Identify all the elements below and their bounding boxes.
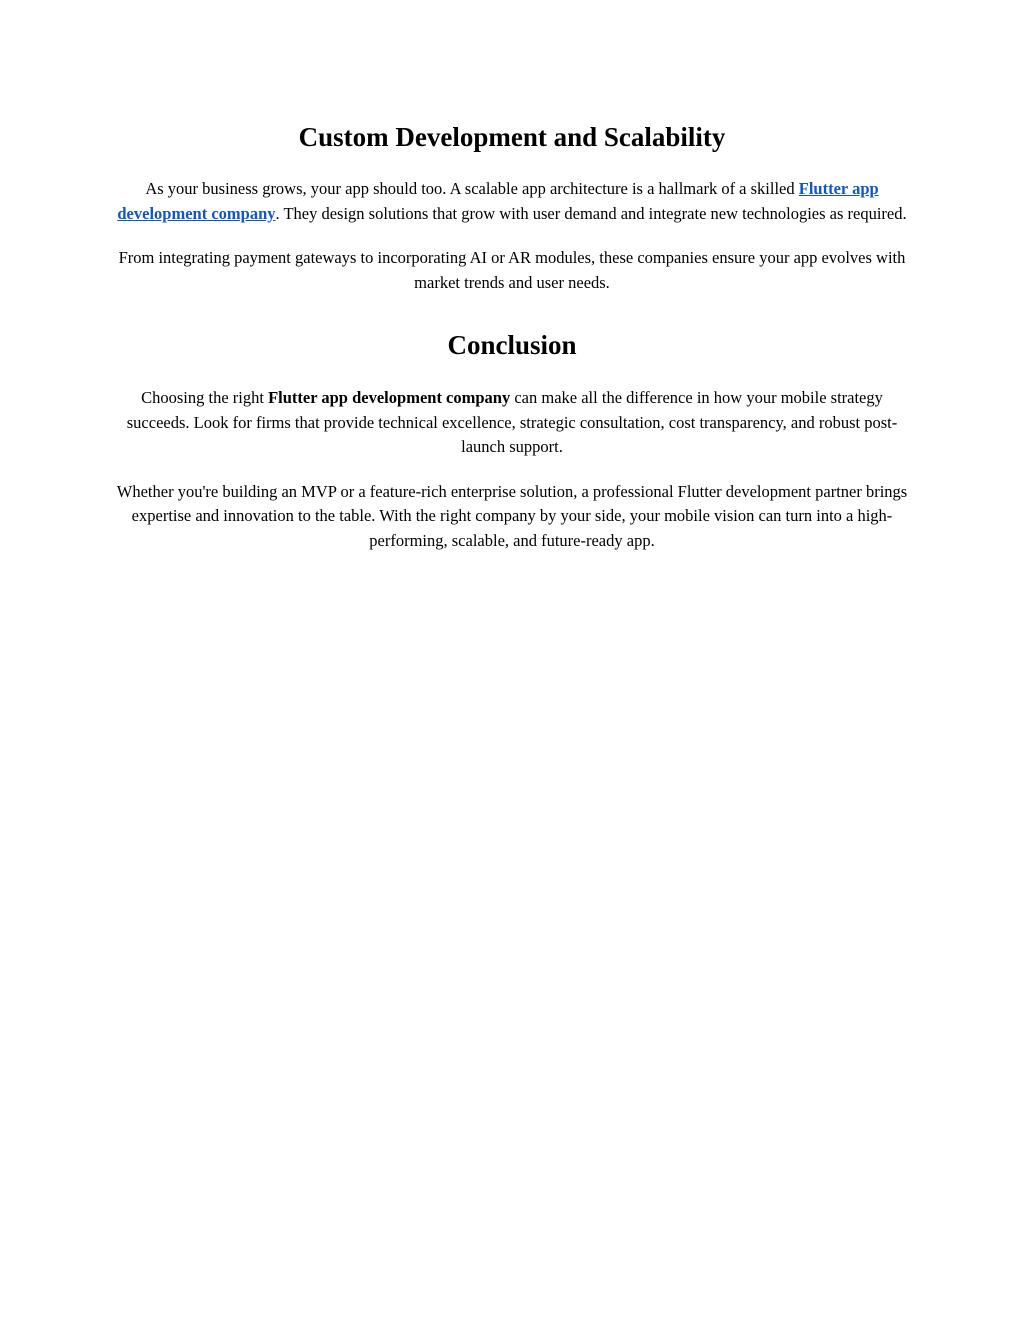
paragraph-scalability-intro bbox=[112, 177, 912, 226]
flutter-company-link[interactable]: Flutter app development company bbox=[117, 179, 879, 223]
paragraph-text: can make all the difference in how your mobile strategy succeeds. Look for firms that provide technical excellence, strategic consultation, cost transparency, and robust post-launch support. bbox=[126, 388, 898, 456]
paragraph-text: Choosing the right bbox=[141, 388, 269, 407]
section-heading-conclusion: Conclusion bbox=[447, 330, 577, 360]
paragraph-text: As your business grows, your app should too. A scalable app architecture is a hallmark of a skilled bbox=[145, 179, 799, 198]
paragraph-text: . They design solutions that grow with user demand and integrate new technologies as required. bbox=[275, 203, 907, 223]
paragraph-conclusion-partner: Whether you're building an MVP or a feature-rich enterprise solution, a professional Flutter development partner brings expertise and innovation to the table. With the right company by your side, your mobile vision can turn into a high-performing, scalable, and future-ready app. bbox=[116, 481, 908, 550]
bold-company-phrase: Flutter app development company bbox=[268, 388, 511, 407]
paragraph-conclusion-choice bbox=[112, 386, 912, 460]
paragraph-scalability-integrations: From integrating payment gateways to incorporating AI or AR modules, these companies ensure your app evolves with market trends and user needs. bbox=[118, 248, 906, 292]
section-heading-scalability: Custom Development and Scalability bbox=[298, 122, 726, 152]
document-body bbox=[112, 117, 912, 553]
